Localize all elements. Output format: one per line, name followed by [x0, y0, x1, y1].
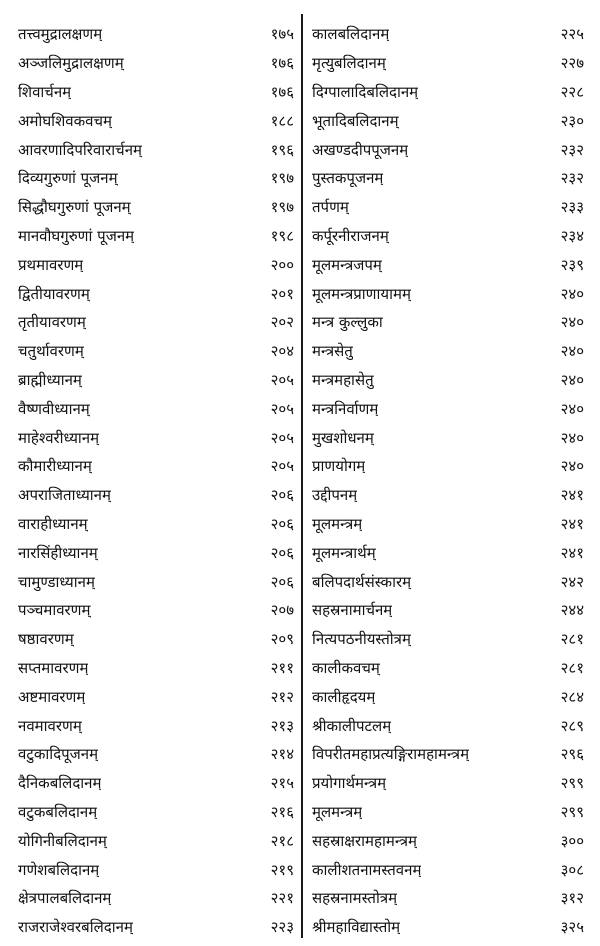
entry-page-number: २०९: [270, 630, 294, 649]
contents-entry: [18, 682, 294, 711]
entry-page-number: १७५: [270, 25, 294, 44]
entry-page-number: १७६: [270, 82, 294, 101]
entry-page-number: २४१: [560, 514, 584, 533]
entry-page-number: २०७: [270, 601, 294, 620]
entry-title: मन्त्रमहासेतु: [312, 370, 374, 389]
entry-page-number: २२७: [560, 54, 584, 73]
entry-page-number: २३९: [560, 255, 584, 274]
entry-page-number: २१४: [270, 745, 294, 764]
contents-entry: [312, 855, 584, 884]
entry-title: उद्दीपनम्: [312, 486, 358, 505]
entry-title: योगिनीबलिदानम्: [18, 831, 107, 850]
contents-entry: [18, 222, 294, 251]
entry-title: द्वितीयावरणम्: [18, 284, 90, 303]
contents-column-right: [312, 20, 584, 942]
entry-page-number: २८१: [560, 658, 584, 677]
contents-entry: [312, 654, 584, 683]
entry-title: अखण्डदीपपूजनम्: [312, 140, 409, 159]
contents-entry: [312, 826, 584, 855]
entry-page-number: २०२: [270, 313, 294, 332]
entry-title: मृत्युबलिदानम्: [312, 54, 386, 73]
contents-entry: [312, 711, 584, 740]
contents-entry: [312, 106, 584, 135]
entry-title: तत्त्वमुद्रालक्षणम्: [18, 25, 103, 44]
contents-entry: [18, 481, 294, 510]
contents-entry: [312, 135, 584, 164]
contents-entry: [312, 193, 584, 222]
contents-entry: [312, 596, 584, 625]
entry-page-number: २४२: [560, 572, 584, 591]
entry-title: दैनिकबलिदानम्: [18, 774, 102, 793]
entry-page-number: २१९: [270, 860, 294, 879]
contents-entry: [312, 884, 584, 913]
entry-page-number: २८४: [560, 687, 584, 706]
entry-title: पुस्तकपूजनम्: [312, 169, 384, 188]
contents-entry: [18, 855, 294, 884]
contents-entry: [312, 49, 584, 78]
entry-title: सप्तमावरणम्: [18, 658, 89, 677]
contents-entry: [312, 164, 584, 193]
entry-page-number: १९७: [270, 198, 294, 217]
entry-page-number: ३१२: [560, 889, 584, 908]
entry-title: श्रीमहाविद्यास्तोम्: [312, 918, 401, 937]
entry-title: पञ्चमावरणम्: [18, 601, 91, 620]
entry-page-number: १८८: [270, 111, 294, 130]
contents-column-left: [18, 20, 294, 942]
entry-title: नारसिंहीध्यानम्: [18, 543, 98, 562]
entry-page-number: २०५: [270, 399, 294, 418]
entry-title: कौमारीध्यानम्: [18, 457, 92, 476]
contents-entry: [18, 250, 294, 279]
contents-entry: [312, 510, 584, 539]
entry-title: तृतीयावरणम्: [18, 313, 86, 332]
entry-title: चामुण्डाध्यानम्: [18, 572, 95, 591]
contents-entry: [18, 78, 294, 107]
entry-title: नित्यपठनीयस्तोत्रम्: [312, 630, 411, 649]
contents-entry: [312, 423, 584, 452]
entry-title: वैष्णवीध्यानम्: [18, 399, 90, 418]
entry-title: बलिपदार्थसंस्कारम्: [312, 572, 412, 591]
contents-entry: [18, 510, 294, 539]
entry-title: मानवौघगुरुणां पूजनम्: [18, 226, 135, 245]
entry-page-number: २०६: [270, 572, 294, 591]
contents-entry: [312, 279, 584, 308]
entry-page-number: २४१: [560, 543, 584, 562]
entry-title: मूलमन्त्रम्: [312, 514, 363, 533]
entry-page-number: २४०: [560, 428, 584, 447]
entry-title: सहस्राक्षरामहामन्त्रम्: [312, 831, 417, 850]
entry-page-number: २८९: [560, 716, 584, 735]
contents-entry: [18, 106, 294, 135]
entry-page-number: २११: [270, 658, 294, 677]
entry-title: मन्त्रनिर्वाणम्: [312, 399, 379, 418]
entry-page-number: २४०: [560, 399, 584, 418]
entry-title: अष्टमावरणम्: [18, 687, 86, 706]
contents-entry: [312, 481, 584, 510]
entry-page-number: १९६: [270, 140, 294, 159]
contents-entry: [312, 337, 584, 366]
entry-title: ब्राह्मीध्यानम्: [18, 370, 82, 389]
entry-title: मुखशोधनम्: [312, 428, 374, 447]
entry-page-number: २४४: [560, 601, 584, 620]
entry-title: कालबलिदानम्: [312, 25, 390, 44]
entry-page-number: ३२५: [560, 918, 584, 937]
entry-title: तर्पणम्: [312, 198, 349, 217]
column-divider: [301, 14, 303, 938]
contents-entry: [18, 164, 294, 193]
entry-page-number: २४०: [560, 342, 584, 361]
entry-title: प्रयोगार्थमन्त्रम्: [312, 774, 387, 793]
entry-title: राजराजेश्वरबलिदानम्: [18, 918, 133, 937]
entry-title: प्राणयोगम्: [312, 457, 366, 476]
contents-entry: [18, 913, 294, 942]
entry-title: आवरणादिपरिवारार्चनम्: [18, 140, 142, 159]
contents-entry: [18, 337, 294, 366]
entry-title: श्रीकालीपटलम्: [312, 716, 392, 735]
entry-page-number: २१६: [270, 802, 294, 821]
contents-entry: [312, 452, 584, 481]
entry-title: अञ्जलिमुद्रालक्षणम्: [18, 54, 124, 73]
contents-entry: [18, 740, 294, 769]
contents-entry: [312, 222, 584, 251]
entry-page-number: २२३: [270, 918, 294, 937]
entry-title: अपराजिताध्यानम्: [18, 486, 111, 505]
entry-title: कालीकवचम्: [312, 658, 380, 677]
entry-title: कालीहृदयम्: [312, 687, 376, 706]
entry-page-number: २०५: [270, 457, 294, 476]
entry-page-number: २१८: [270, 831, 294, 850]
contents-entry: [18, 711, 294, 740]
contents-entry: [18, 49, 294, 78]
entry-title: सहस्रनामस्तोत्रम्: [312, 889, 398, 908]
entry-page-number: २०५: [270, 428, 294, 447]
contents-entry: [312, 769, 584, 798]
contents-entry: [312, 798, 584, 827]
contents-entry: [18, 769, 294, 798]
contents-entry: [312, 682, 584, 711]
contents-entry: [18, 884, 294, 913]
contents-entry: [18, 423, 294, 452]
entry-title: माहेश्वरीध्यानम्: [18, 428, 100, 447]
contents-entry: [18, 20, 294, 49]
entry-title: मूलमन्त्रम्: [312, 802, 363, 821]
entry-title: प्रथमावरणम्: [18, 255, 84, 274]
entry-title: गणेशबलिदानम्: [18, 860, 100, 879]
entry-title: नवमावरणम्: [18, 716, 82, 735]
entry-title: चतुर्थावरणम्: [18, 342, 84, 361]
entry-page-number: २१२: [270, 687, 294, 706]
contents-entry: [312, 538, 584, 567]
contents-entry: [18, 798, 294, 827]
entry-title: सिद्धौघगुरुणां पूजनम्: [18, 198, 131, 217]
entry-page-number: २०६: [270, 543, 294, 562]
contents-entry: [18, 567, 294, 596]
entry-title: दिव्यगुरुणां पूजनम्: [18, 169, 118, 188]
entry-page-number: २१५: [270, 774, 294, 793]
entry-title: वाराहीध्यानम्: [18, 514, 88, 533]
entry-title: मन्त्र कुल्लुका: [312, 313, 383, 332]
contents-entry: [312, 625, 584, 654]
entry-title: षष्ठावरणम्: [18, 630, 74, 649]
contents-entry: [312, 78, 584, 107]
contents-entry: [18, 193, 294, 222]
entry-title: वटुकबलिदानम्: [18, 802, 98, 821]
entry-title: मन्त्रसेतु: [312, 342, 353, 361]
contents-entry: [312, 394, 584, 423]
entry-page-number: २३२: [560, 169, 584, 188]
entry-page-number: २२५: [560, 25, 584, 44]
entry-page-number: २४०: [560, 457, 584, 476]
entry-page-number: २२८: [560, 82, 584, 101]
entry-page-number: २९९: [560, 774, 584, 793]
entry-title: कर्पूरनीराजनम्: [312, 226, 389, 245]
contents-entry: [18, 596, 294, 625]
entry-title: क्षेत्रपालबलिदानम्: [18, 889, 112, 908]
entry-page-number: २०४: [270, 342, 294, 361]
contents-entry: [18, 654, 294, 683]
contents-entry: [312, 250, 584, 279]
contents-entry: [18, 366, 294, 395]
entry-page-number: २०६: [270, 486, 294, 505]
entry-title: विपरीतमहाप्रत्यङ्गिरामहामन्त्रम्: [312, 745, 470, 764]
entry-page-number: २८१: [560, 630, 584, 649]
entry-page-number: २३०: [560, 111, 584, 130]
entry-page-number: १९७: [270, 169, 294, 188]
contents-entry: [18, 625, 294, 654]
entry-title: कालीशतनामस्तवनम्: [312, 860, 422, 879]
contents-entry: [312, 20, 584, 49]
entry-page-number: २००: [270, 255, 294, 274]
contents-entry: [312, 913, 584, 942]
entry-page-number: २४०: [560, 284, 584, 303]
contents-entry: [312, 740, 584, 769]
entry-page-number: २०५: [270, 370, 294, 389]
entry-page-number: २४०: [560, 370, 584, 389]
contents-entry: [18, 279, 294, 308]
entry-page-number: २९६: [560, 745, 584, 764]
entry-title: मूलमन्त्रार्थम्: [312, 543, 376, 562]
contents-entry: [18, 452, 294, 481]
contents-entry: [18, 394, 294, 423]
entry-title: मूलमन्त्रप्राणायामम्: [312, 284, 411, 303]
entry-page-number: २४०: [560, 313, 584, 332]
entry-page-number: २२१: [270, 889, 294, 908]
entry-page-number: २३४: [560, 226, 584, 245]
contents-entry: [312, 567, 584, 596]
entry-title: शिवार्चनम्: [18, 82, 72, 101]
contents-entry: [312, 366, 584, 395]
entry-title: वटुकादिपूजनम्: [18, 745, 99, 764]
entry-page-number: ३०८: [560, 860, 584, 879]
entry-page-number: २९९: [560, 802, 584, 821]
entry-page-number: २३२: [560, 140, 584, 159]
entry-page-number: २१३: [270, 716, 294, 735]
entry-title: मूलमन्त्रजपम्: [312, 255, 382, 274]
entry-page-number: १७६: [270, 54, 294, 73]
contents-entry: [18, 135, 294, 164]
contents-entry: [18, 826, 294, 855]
entry-page-number: २३३: [560, 198, 584, 217]
entry-title: सहस्रनामार्चनम्: [312, 601, 393, 620]
contents-entry: [18, 308, 294, 337]
entry-page-number: २०६: [270, 514, 294, 533]
entry-page-number: २०१: [270, 284, 294, 303]
entry-page-number: १९८: [270, 226, 294, 245]
entry-page-number: ३००: [560, 831, 584, 850]
contents-entry: [312, 308, 584, 337]
entry-title: अमोघशिवकवचम्: [18, 111, 112, 130]
entry-title: भूतादिबलिदानम्: [312, 111, 399, 130]
entry-title: दिग्पालादिबलिदानम्: [312, 82, 419, 101]
contents-entry: [18, 538, 294, 567]
entry-page-number: २४१: [560, 486, 584, 505]
